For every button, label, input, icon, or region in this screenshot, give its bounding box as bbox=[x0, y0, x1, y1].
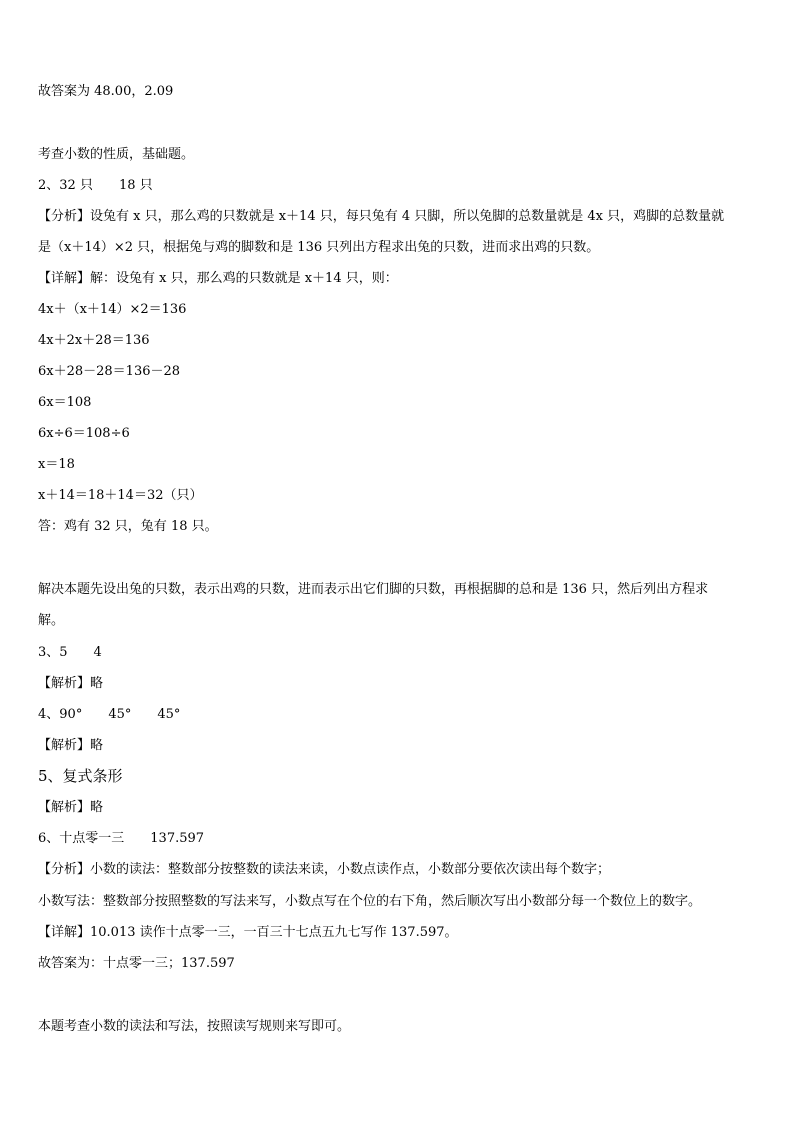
comment-line-2a: 解决本题先设出兔的只数，表示出鸡的只数，进而表示出它们脚的只数，再根据脚的总和是 136 只，然后列出方程求 bbox=[38, 582, 709, 597]
question-4-analysis: 【解析】略 bbox=[38, 738, 104, 753]
comment-line-2b: 解。 bbox=[38, 613, 65, 628]
equation-1: 4x＋（x＋14）×2＝136 bbox=[38, 302, 187, 317]
answer-line-2: 答：鸡有 32 只，兔有 18 只。 bbox=[38, 519, 218, 534]
solution-intro: 【详解】解：设兔有 x 只，那么鸡的只数就是 x＋14 只，则： bbox=[38, 271, 398, 286]
equation-3: 6x＋28－28＝136－28 bbox=[38, 364, 181, 379]
question-6-final: 故答案为：十点零一三；137.597 bbox=[38, 956, 235, 971]
question-5-answer: 5、复式条形 bbox=[38, 767, 123, 785]
equation-6: x＝18 bbox=[38, 457, 75, 472]
answer-line-1: 故答案为 48.00，2.09 bbox=[38, 84, 174, 99]
question-6-answer: 6、十点零一三 137.597 bbox=[38, 831, 205, 846]
equation-5: 6x÷6＝108÷6 bbox=[38, 426, 130, 441]
question-2-answer: 2、32 只 18 只 bbox=[38, 178, 153, 193]
question-5-analysis: 【解析】略 bbox=[38, 800, 104, 815]
question-3-analysis: 【解析】略 bbox=[38, 676, 104, 691]
equation-4: 6x＝108 bbox=[38, 395, 92, 410]
equation-2: 4x＋2x＋28＝136 bbox=[38, 333, 150, 348]
comment-line-1: 考查小数的性质，基础题。 bbox=[38, 147, 195, 162]
comment-line-6: 本题考查小数的读法和写法，按照读写规则来写即可。 bbox=[38, 1019, 351, 1034]
question-3-answer: 3、5 4 bbox=[38, 645, 102, 660]
question-6-solution: 【详解】10.013 读作十点零一三，一百三十七点五九七写作 137.597。 bbox=[38, 925, 458, 940]
question-6-analysis-1: 【分析】小数的读法：整数部分按整数的读法来读，小数点读作点，小数部分要依次读出每个数字； bbox=[38, 862, 611, 877]
question-6-analysis-2: 小数写法：整数部分按照整数的写法来写，小数点写在个位的右下角，然后顺次写出小数部分每一个数位上的数字。 bbox=[38, 894, 702, 909]
analysis-line-2: 是（x＋14）×2 只，根据兔与鸡的脚数和是 136 只列出方程求出兔的只数，进而求出鸡的只数。 bbox=[38, 240, 600, 255]
question-4-answer: 4、90° 45° 45° bbox=[38, 707, 181, 722]
equation-7: x＋14＝18＋14＝32（只） bbox=[38, 488, 203, 503]
analysis-line-1: 【分析】设兔有 x 只，那么鸡的只数就是 x＋14 只，每只兔有 4 只脚，所以兔脚的总数量就是 4x 只，鸡脚的总数量就 bbox=[38, 209, 725, 224]
